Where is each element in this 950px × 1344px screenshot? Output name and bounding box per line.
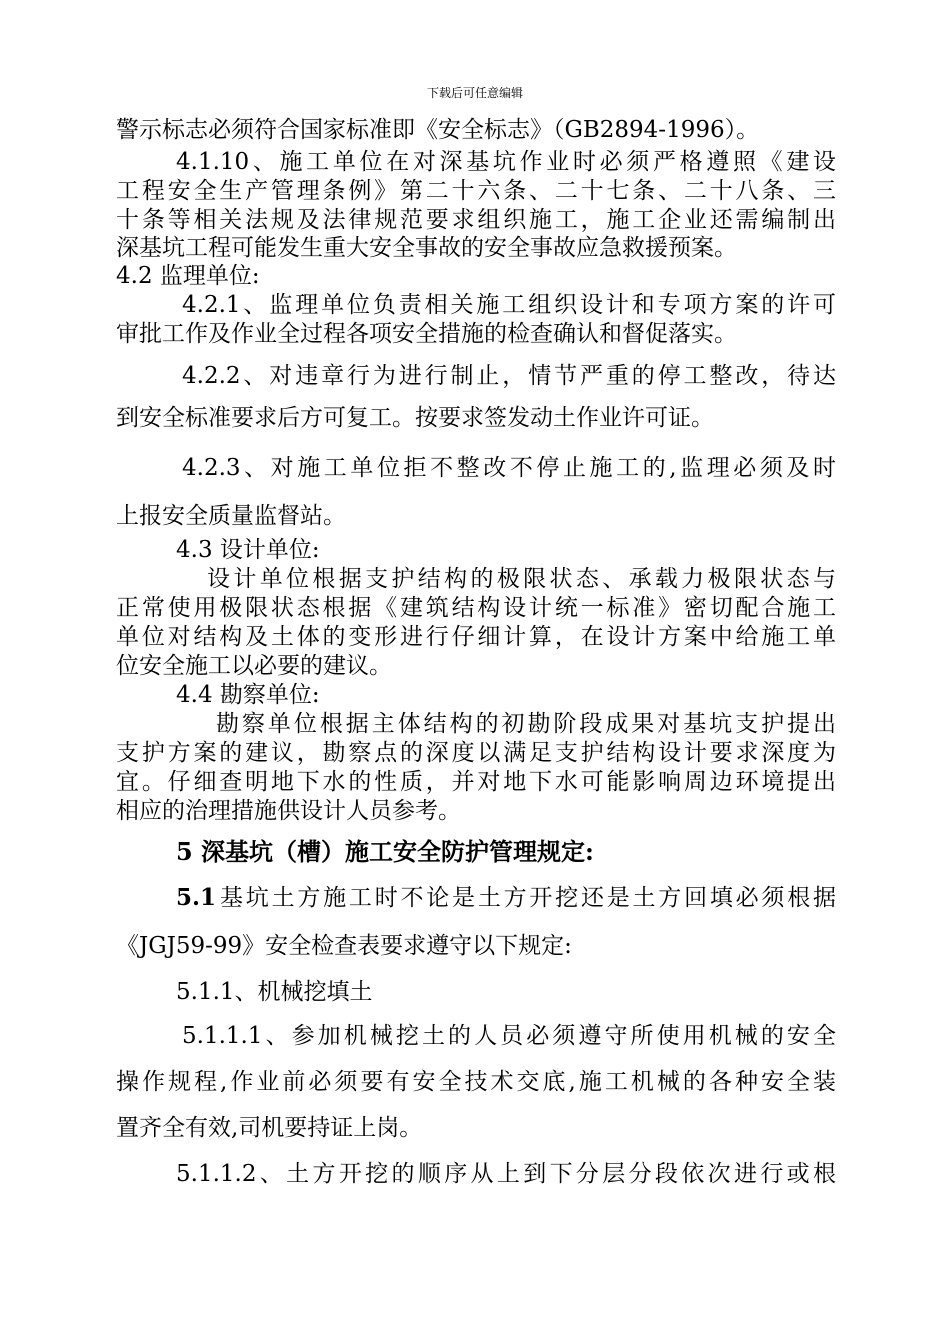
paragraph-line: 操作规程,作业前必须要有安全技术交底,施工机械的各种安全装 <box>116 1069 836 1095</box>
section-heading: 4.3 设计单位: <box>176 537 320 563</box>
section-heading: 4.4 勘察单位: <box>176 682 320 708</box>
paragraph-line: 到安全标准要求后方可复工。按要求签发动土作业许可证。 <box>116 405 714 431</box>
section-number: 5.1 <box>176 884 217 911</box>
paragraph-line: 警示标志必须符合国家标准即《安全标志》（GB2894-1996）。 <box>116 117 760 143</box>
paragraph-line: 置齐全有效,司机要持证上岗。 <box>116 1115 423 1141</box>
paragraph-line: 正常使用极限状态根据《建筑结构设计统一标准》密切配合施工 <box>116 595 836 621</box>
paragraph-line: 深基坑工程可能发生重大安全事故的安全事故应急救援预案。 <box>116 235 737 261</box>
paragraph-line: 4.1.10、施工单位在对深基坑作业时必须严格遵照《建设 <box>176 149 836 175</box>
paragraph-line: 基坑土方施工时不论是土方开挖还是土方回填必须根据 <box>220 885 836 911</box>
paragraph-line: 审批工作及作业全过程各项安全措施的检查确认和督促落实。 <box>116 321 737 347</box>
chapter-heading: 5 深基坑（槽）施工安全防护管理规定: <box>176 837 594 866</box>
paragraph-line: 宜。仔细查明地下水的性质，并对地下水可能影响周边环境提出 <box>116 769 836 795</box>
paragraph-line: 4.2.1、监理单位负责相关施工组织设计和专项方案的许可 <box>182 292 836 318</box>
paragraph-line: 4.2.2、对违章行为进行制止，情节严重的停工整改，待达 <box>182 363 836 389</box>
paragraph-line: 十条等相关法规及法律规范要求组织施工，施工企业还需编制出 <box>116 207 836 233</box>
paragraph-line: 5.1.1.2、土方开挖的顺序从上到下分层分段依次进行或根 <box>176 1161 836 1187</box>
paragraph-line: 《JGJ59-99》安全检查表要求遵守以下规定: <box>116 933 572 959</box>
subsection-heading: 5.1.1、机械挖填土 <box>176 979 373 1005</box>
paragraph-line: 5.1.1.1、参加机械挖土的人员必须遵守所使用机械的安全 <box>182 1023 836 1049</box>
paragraph-line: 支护方案的建议，勘察点的深度以满足支护结构设计要求深度为 <box>116 740 836 766</box>
section-heading: 4.2 监理单位: <box>116 263 260 289</box>
paragraph-line: 4.2.3、对施工单位拒不整改不停止施工的,监理必须及时 <box>182 455 836 481</box>
paragraph-line: 位安全施工以必要的建议。 <box>116 653 392 679</box>
paragraph-line: 相应的治理措施供设计人员参考。 <box>116 798 461 824</box>
page-header: 下载后可任意编辑 <box>426 86 523 100</box>
paragraph-line: 上报安全质量监督站。 <box>116 503 346 529</box>
paragraph-line: 工程安全生产管理条例》第二十六条、二十七条、二十八条、三 <box>116 178 836 204</box>
paragraph-line: 勘察单位根据主体结构的初勘阶段成果对基坑支护提出 <box>216 711 836 737</box>
paragraph-line: 设计单位根据支护结构的极限状态、承载力极限状态与 <box>207 566 836 592</box>
paragraph-line: 单位对结构及土体的变形进行仔细计算，在设计方案中给施工单 <box>116 624 836 650</box>
